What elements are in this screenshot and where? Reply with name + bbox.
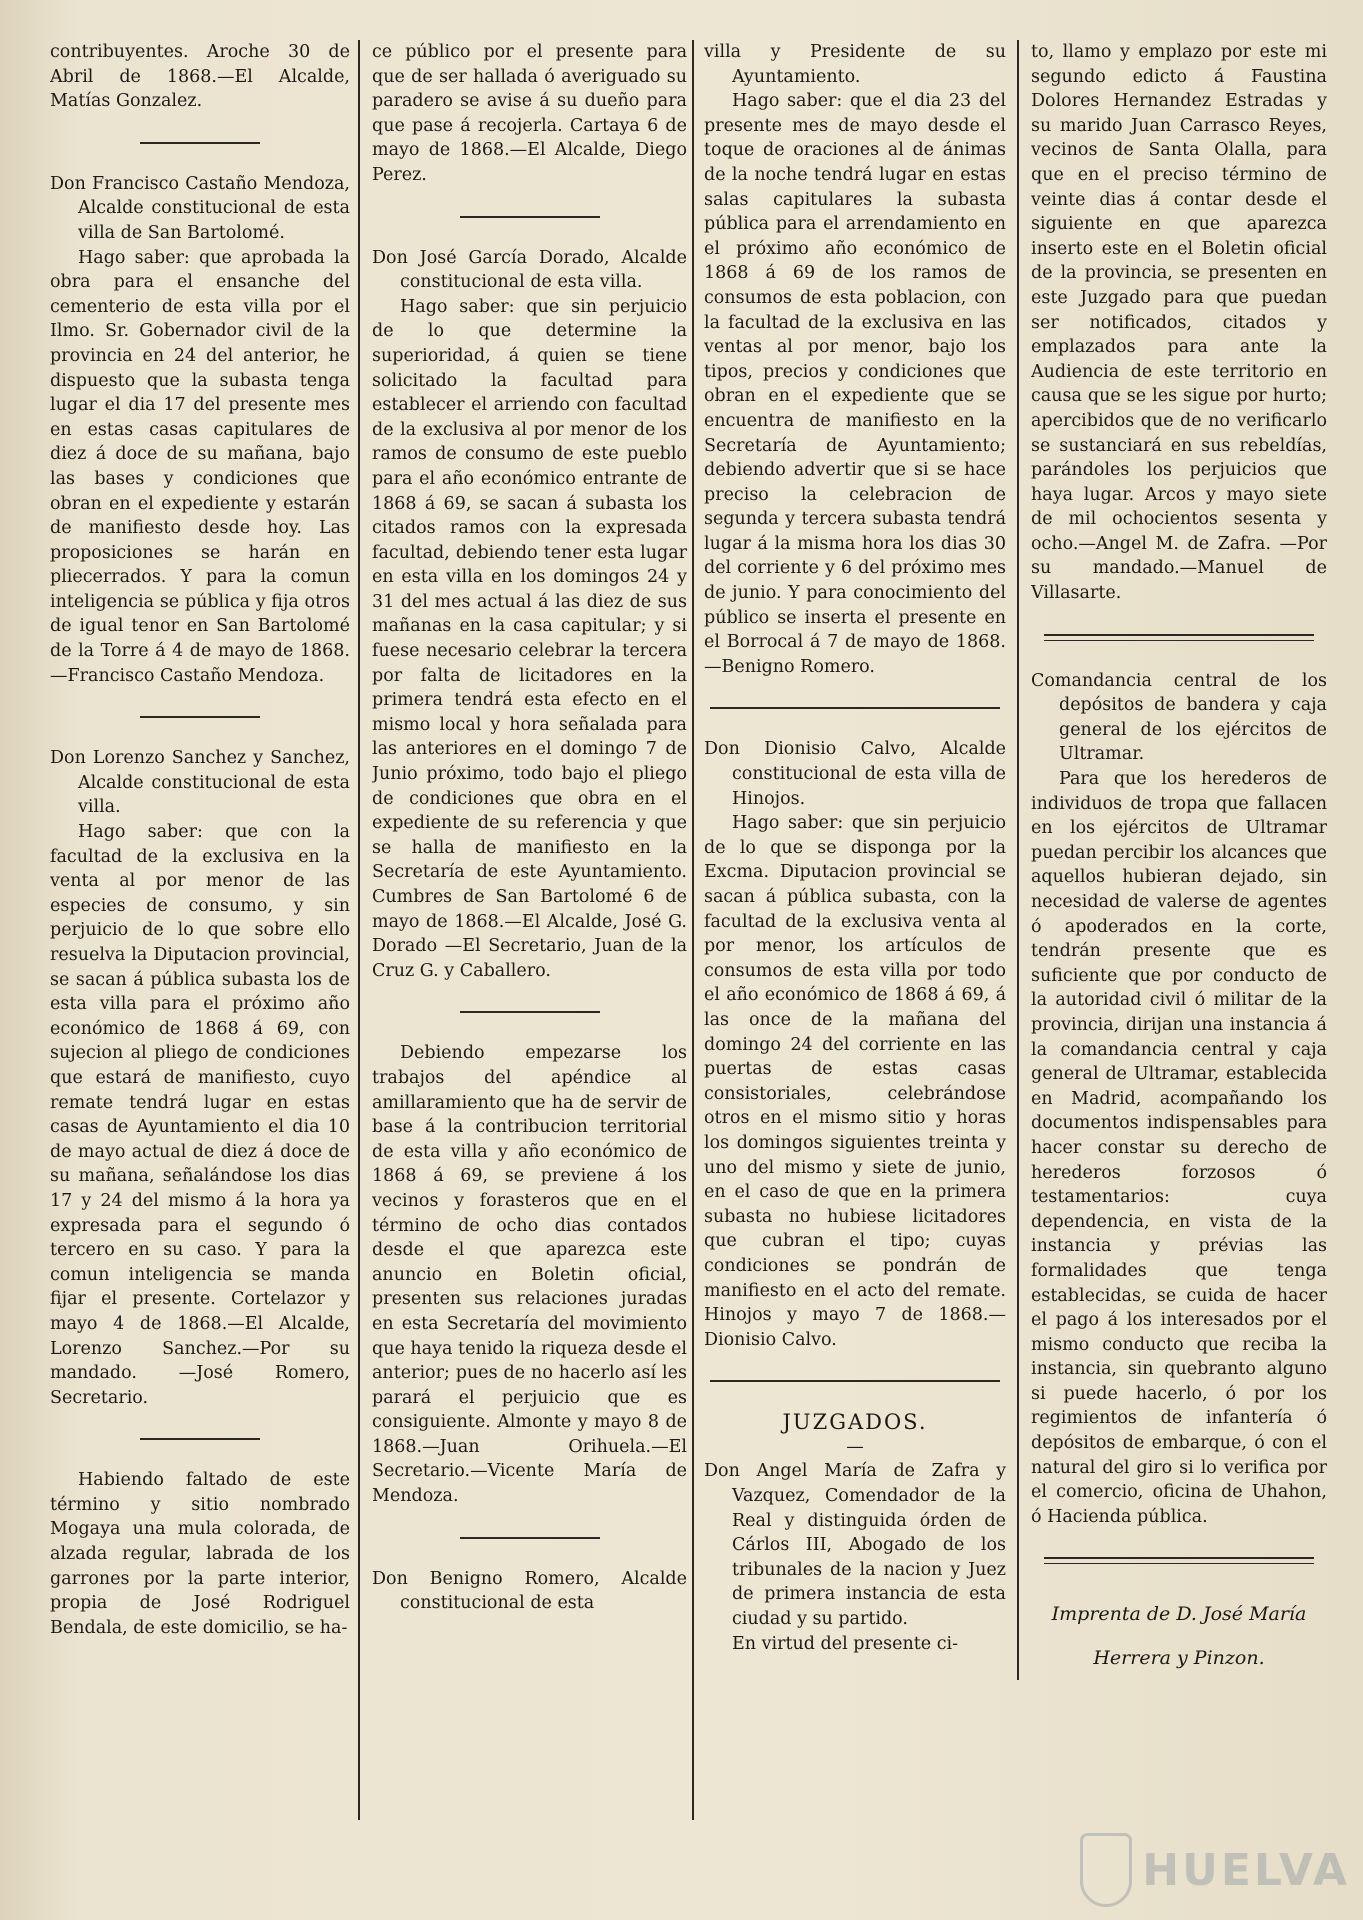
notice-heading: Don Dionisio Calvo, Alcalde constitucional de esta villa de Hinojos. [704, 739, 1006, 809]
notice-body: Hago saber: que aprobada la obra para el ensanche del cementerio de esta villa por el Ilmo. Sr. Gobernador civil de la provincia en 24 del anterior, he dispuesto que la subasta tenga lugar el dia 17 del presente mes en estas casas capitulares de diez á doce de su mañana, bajo las bases y condiciones que obran en el expediente y estarán de manifiesto desde hoy. Las proposiciones se harán en pliecerrados. Y para la comun inteligencia se pública y fija otros de igual tenor en San Bartolomé de la Torre á 4 de mayo de 1868.—Francisco Castaño Mendoza. [50, 247, 350, 686]
separator [1044, 634, 1314, 641]
notice-heading: Don José García Dorado, Alcalde constitucional de esta villa. [372, 247, 687, 293]
separator [140, 142, 260, 144]
separator [460, 1537, 600, 1539]
seal-icon [1080, 1833, 1132, 1907]
notice-body: Hago saber: que el dia 23 del presente mes de mayo desde el toque de oraciones al de ánimas de la noche tendrá lugar en estas salas capitulares la subasta pública para el arrendamiento en el próximo año económico de 1868 á 69 de los ramos de consumos de esta poblacion, con la facultad de la exclusiva en las ventas al por menor, bajo los tipos, precios y condiciones que obran en el expediente que se encuentra de manifiesto en la Secretaría de Ayuntamiento; debiendo advertir que si se hace preciso la celebracion de segunda y tercera subasta tendrá lugar á la misma hora los dias 30 del corriente y 6 del próximo mes de junio. Y para conocimiento del público se inserta el presente en el Borrocal á 7 de mayo de 1868.—Benigno Romero. [704, 91, 1006, 677]
imprint-line-2: Herrera y Pinzon. [1093, 1647, 1265, 1670]
separator [1044, 1557, 1314, 1564]
section-dash: — [846, 1436, 864, 1457]
separator [460, 1011, 600, 1013]
watermark-text: HUELVA [1142, 1844, 1350, 1896]
notice-body: Debiendo empezarse los trabajos del apéndice al amillaramiento que ha de servir de base á la contribucion territorial de esta villa y año económico de 1868 á 69, se previene á los vecinos y forasteros que en el término de ocho dias contados desde el que aparezca este anuncio en Boletin oficial, presenten sus relaciones juradas en esta Secretaría del movimiento que haya tenido la riqueza desde el anterior; pues de no hacerlo así les parará el perjuicio que es consiguiente. Almonte y mayo 8 de 1868.—Juan Orihuela.—El Secretario.—Vicente María de Mendoza. [372, 1043, 687, 1507]
separator [460, 216, 600, 218]
notice-heading: Don Angel María de Zafra y Vazquez, Comendador de la Real y distinguida órden de Cárlos III, Abogado de los tribunales de la nacion y Juez de primera instancia de esta ciudad y su partido. [704, 1461, 1006, 1630]
archive-watermark [1080, 1830, 1350, 1910]
notice-heading: Don Benigno Romero, Alcalde constitucional de esta [372, 1568, 687, 1614]
column-4 [1031, 40, 1327, 1900]
notice-body: Hago saber: que sin perjuicio de lo que determine la superioridad, á quien se tiene solicitado la facultad para establecer el arriendo con facultad de la exclusiva al por menor de los ramos de consumo de este pueblo para el año económico entrante de 1868 á 69, se sacan á subasta los citados ramos con la expresada facultad, debiendo tener esta lugar en esta villa en los domingos 24 y 31 del mes actual á las diez de sus mañanas en la casa capitular; y si fuese necesario celebrar la tercera por falta de licitadores en la primera tendrá esta efecto en el mismo local y hora señalada para las anteriores en el domingo 7 de Junio próximo, todo bajo el pliego de condiciones que obra en el expediente de su referencia y que se halla de manifiesto en la Secretaría de este Ayuntamiento. Cumbres de San Bartolomé 6 de mayo de 1868.—El Alcalde, José G. Dorado —El Secretario, Juan de la Cruz G. y Caballero. [372, 296, 687, 981]
notice-heading: Don Lorenzo Sanchez y Sanchez, Alcalde constitucional de esta villa. [50, 748, 350, 818]
column-rule-3 [1017, 40, 1019, 1680]
column-2 [372, 40, 687, 1900]
column-1 [50, 40, 350, 1900]
notice-body: Para que los herederos de individuos de tropa que fallacen en los ejércitos de Ultramar puedan percibir los alcances que aquellos hubieran dejado, sin necesidad de valerse de agentes ó apoderados en la corte, tendrán presente que es suficiente que por conducto de la autoridad civil ó militar de la provincia, dirijan una instancia á la comandancia central y caja general de Ultramar, establecida en Madrid, acompañando los documentos indispensables para hacer constar su derecho de herederos forzosos ó testamentarios: cuya dependencia, en vista de la instancia y prévias las formalidades que tenga establecidas, se cuida de hacer el pago á los interesados por el mismo conducto que reciba la instancia, sin quebranto alguno si puede hacerlo, ó por los regimientos de infantería ó depósitos de embarque, ó con el natural del giro si lo verifica por el comercio, oficina de Uhahon, ó Hacienda pública. [1031, 769, 1327, 1527]
separator [710, 707, 1000, 709]
imprint-line-1: Imprenta de D. José María [1051, 1603, 1307, 1626]
notice-heading: Don Francisco Castaño Mendoza, Alcalde constitucional de esta villa de San Bartolomé. [50, 173, 350, 243]
section-heading: JUZGADOS. [782, 1410, 928, 1435]
notice-body: Hago saber: que sin perjuicio de lo que se disponga por la Excma. Diputacion provincial se sacan á pública subasta, con la facultad de la exclusiva venta al por menor, los artículos de consumos de esta villa por todo el año económico de 1868 á 69, á las once de la mañana del domingo 24 del corriente en las puertas de estas casas consistoriales, celebrándose otros en el mismo sitio y horas los domingos siguientes treinta y uno del mismo y siete de junio, en el caso de que en la primera subasta no hubiese licitadores que cubran el tipo; cuyas condiciones se pondrán de manifiesto en el acto del remate. Hinojos y mayo 7 de 1868.—Dionisio Calvo. [704, 813, 1006, 1350]
column-rule-1 [358, 40, 360, 1820]
text-continuation: to, llamo y emplazo por este mi segundo edicto á Faustina Dolores Hernandez Estradas y su marido Juan Carrasco Reyes, vecinos de Santa Olalla, para que en el preciso término de veinte dias á contar desde el siguiente en que aparezca inserto este en el Boletin oficial de la provincia, se presenten en este Juzgado para que puedan ser notificados, citados y emplazados para ante la Audiencia de este territorio en causa que se les sigue por hurto; apercibidos que de no verificarlo se sustanciará en sus rebeldías, parándoles los perjuicios que haya lugar. Arcos y mayo siete de mil ochocientos sesenta y ocho.—Angel M. de Zafra. —Por su mandado.—Manuel de Villasarte. [1031, 42, 1327, 604]
text-continuation: contribuyentes. Aroche 30 de Abril de 1868.—El Alcalde, Matías Gonzalez. [50, 42, 350, 112]
column-rule-2 [692, 40, 694, 1820]
notice-body: En virtud del presente ci- [732, 1633, 959, 1654]
notice-heading-continuation: villa y Presidente de su Ayuntamiento. [704, 42, 1006, 87]
separator [140, 1438, 260, 1440]
separator [140, 716, 260, 718]
column-3 [704, 40, 1006, 1900]
notice-body: Hago saber: que con la facultad de la exclusiva en la venta al por menor de las especies de consumo, y sin perjuicio de lo que sobre ello resuelva la Diputacion provincial, se sacan á pública subasta los de esta villa para el próximo año económico de 1868 á 69, con sujecion al pliego de condiciones que estará de manifiesto, cuyo remate tendrá lugar en estas casas de Ayuntamiento el dia 10 de mayo actual de diez á doce de su mañana, señalándose los dias 17 y 24 del mismo á la hora ya expresada para el segundo ó tercero en su caso. Y para la comun inteligencia se manda fijar el presente. Cortelazor y mayo 4 de 1868.—El Alcalde, Lorenzo Sanchez.—Por su mandado. —José Romero, Secretario. [50, 822, 350, 1408]
notice-heading: Comandancia central de los depósitos de bandera y caja general de los ejércitos de Ultramar. [1031, 670, 1327, 765]
separator [710, 1380, 1000, 1382]
text-continuation: ce público por el presente para que de ser hallada ó averiguado su paradero se avise á su dueño para que pase á recojerla. Cartaya 6 de mayo de 1868.—El Alcalde, Diego Perez. [372, 42, 687, 185]
notice-body: Habiendo faltado de este término y sitio nombrado Mogaya una mula colorada, de alzada regular, labrada de los garrones por la parte interior, propia de José Rodriguel Bendala, de este domicilio, se ha- [50, 1470, 350, 1638]
